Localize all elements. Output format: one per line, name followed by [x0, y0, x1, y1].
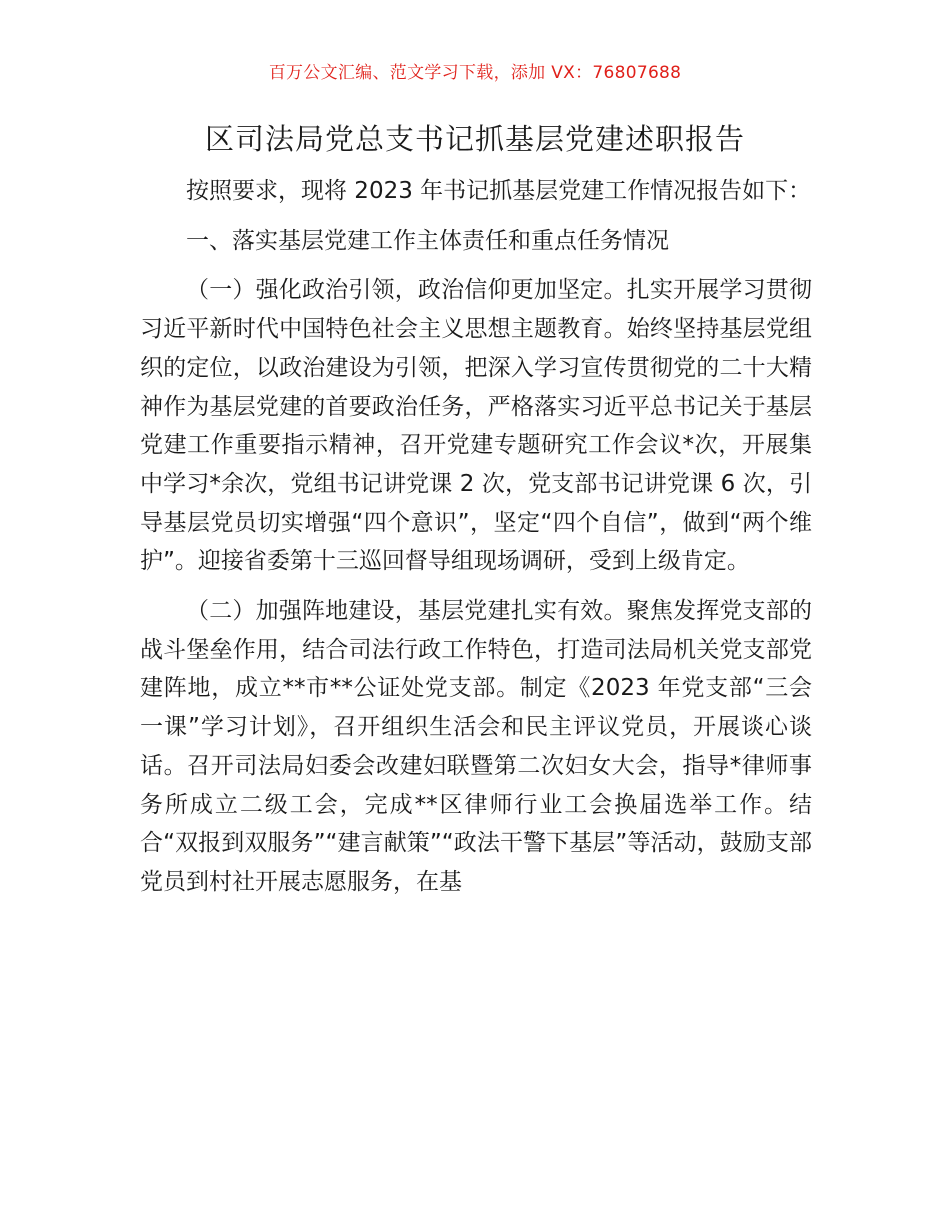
document-body — [140, 172, 812, 902]
paragraph-political-leadership: （一）强化政治引领，政治信仰更加坚定。扎实开展学习贯彻习近平新时代中国特色社会主义思想主题教育。始终坚持基层党组织的定位，以政治建设为引领，把深入学习宣传贯彻党的二十大精神作为基层党建的首要政治任务，严格落实习近平总书记关于基层党建工作重要指示精神，召开党建专题研究工作会议*次，开展集中学习*余次，党组书记讲党课 2 次，党支部书记讲党课 6 次，引导基层党员切实增强“四个意识”，坚定“四个自信”，做到“两个维护”。迎接省委第十三巡回督导组现场调研，受到上级肯定。 — [140, 277, 812, 575]
document-title: 区司法局党总支书记抓基层党建述职报告 — [204, 122, 745, 156]
watermark-banner: 百万公文汇编、范文学习下载，添加 VX：76807688 — [268, 63, 682, 83]
paragraph-base-construction: （二）加强阵地建设，基层党建扎实有效。聚焦发挥党支部的战斗堡垒作用，结合司法行政工作特色，打造司法局机关党支部党建阵地，成立**市**公证处党支部。制定《2023 年党支部“三会一课”学习计划》，召开组织生活会和民主评议党员，开展谈心谈话。召开司法局妇委会改建妇联暨第二次妇女大会，指导*律师事务所成立二级工会，完成**区律师行业工会换届选举工作。结合“双报到双服务”“建言献策”“政法干警下基层”等活动，鼓励支部党员到村社开展志愿服务，在基 — [140, 598, 812, 895]
section-heading: 一、落实基层党建工作主体责任和重点任务情况 — [186, 227, 669, 254]
intro-paragraph: 按照要求，现将 2023 年书记抓基层党建工作情况报告如下： — [186, 178, 812, 204]
